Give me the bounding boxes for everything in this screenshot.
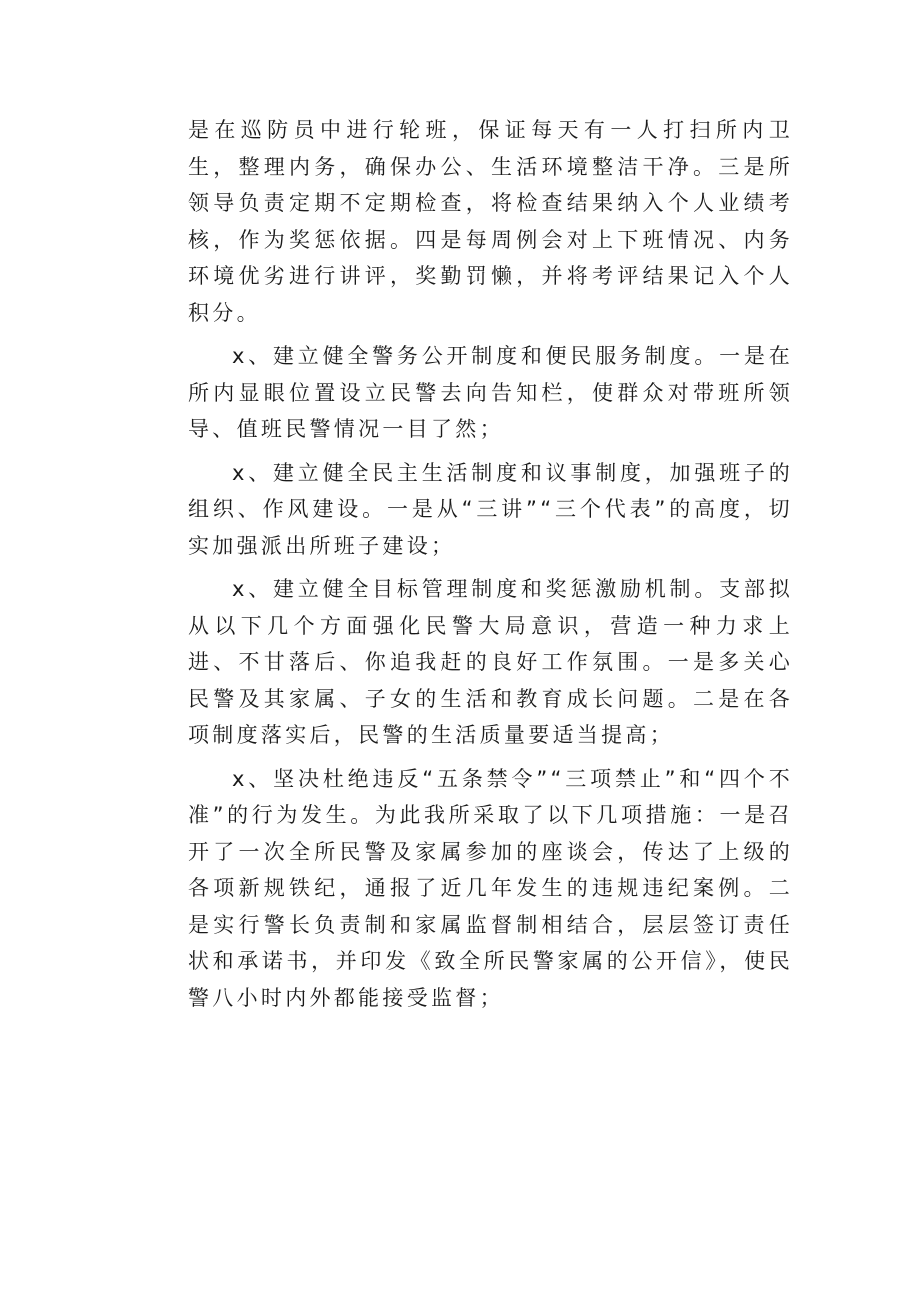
document-body: [188, 112, 793, 1023]
paragraph-discipline: x、坚决杜绝违反“五条禁令”“三项禁止”和“四个不准”的行为发生。为此我所采取了以下几项措施：一是召开了一次全所民警及家属参加的座谈会，传达了上级的各项新规铁纪，通报了近几年发生的违规违纪案例。二是实行警长负责制和家属监督制相结合，层层签订责任状和承诺书，并印发《致全所民警家属的公开信》，使民警八小时内外都能接受监督；: [188, 766, 793, 1010]
paragraph-target-management: x、建立健全目标管理制度和奖惩激励机制。支部拟从以下几个方面强化民警大局意识，营造一种力求上进、不甘落后、你追我赶的良好工作氛围。一是多关心民警及其家属、子女的生活和教育成长问题。二是在各项制度落实后，民警的生活质量要适当提高；: [188, 577, 793, 747]
paragraph-continuation: 是在巡防员中进行轮班，保证每天有一人打扫所内卫生，整理内务，确保办公、生活环境整洁干净。三是所领导负责定期不定期检查，将检查结果纳入个人业绩考核，作为奖惩依据。四是每周例会对上下班情况、内务环境优劣进行讲评，奖勤罚懒，并将考评结果记入个人积分。: [188, 118, 793, 325]
paragraph-police-transparency: x、建立健全警务公开制度和便民服务制度。一是在所内显眼位置设立民警去向告知栏，使群众对带班所领导、值班民警情况一目了然；: [188, 344, 793, 441]
paragraph-democratic-life: x、建立健全民主生活制度和议事制度，加强班子的组织、作风建设。一是从“三讲”“三个代表”的高度，切实加强派出所班子建设；: [188, 460, 793, 558]
